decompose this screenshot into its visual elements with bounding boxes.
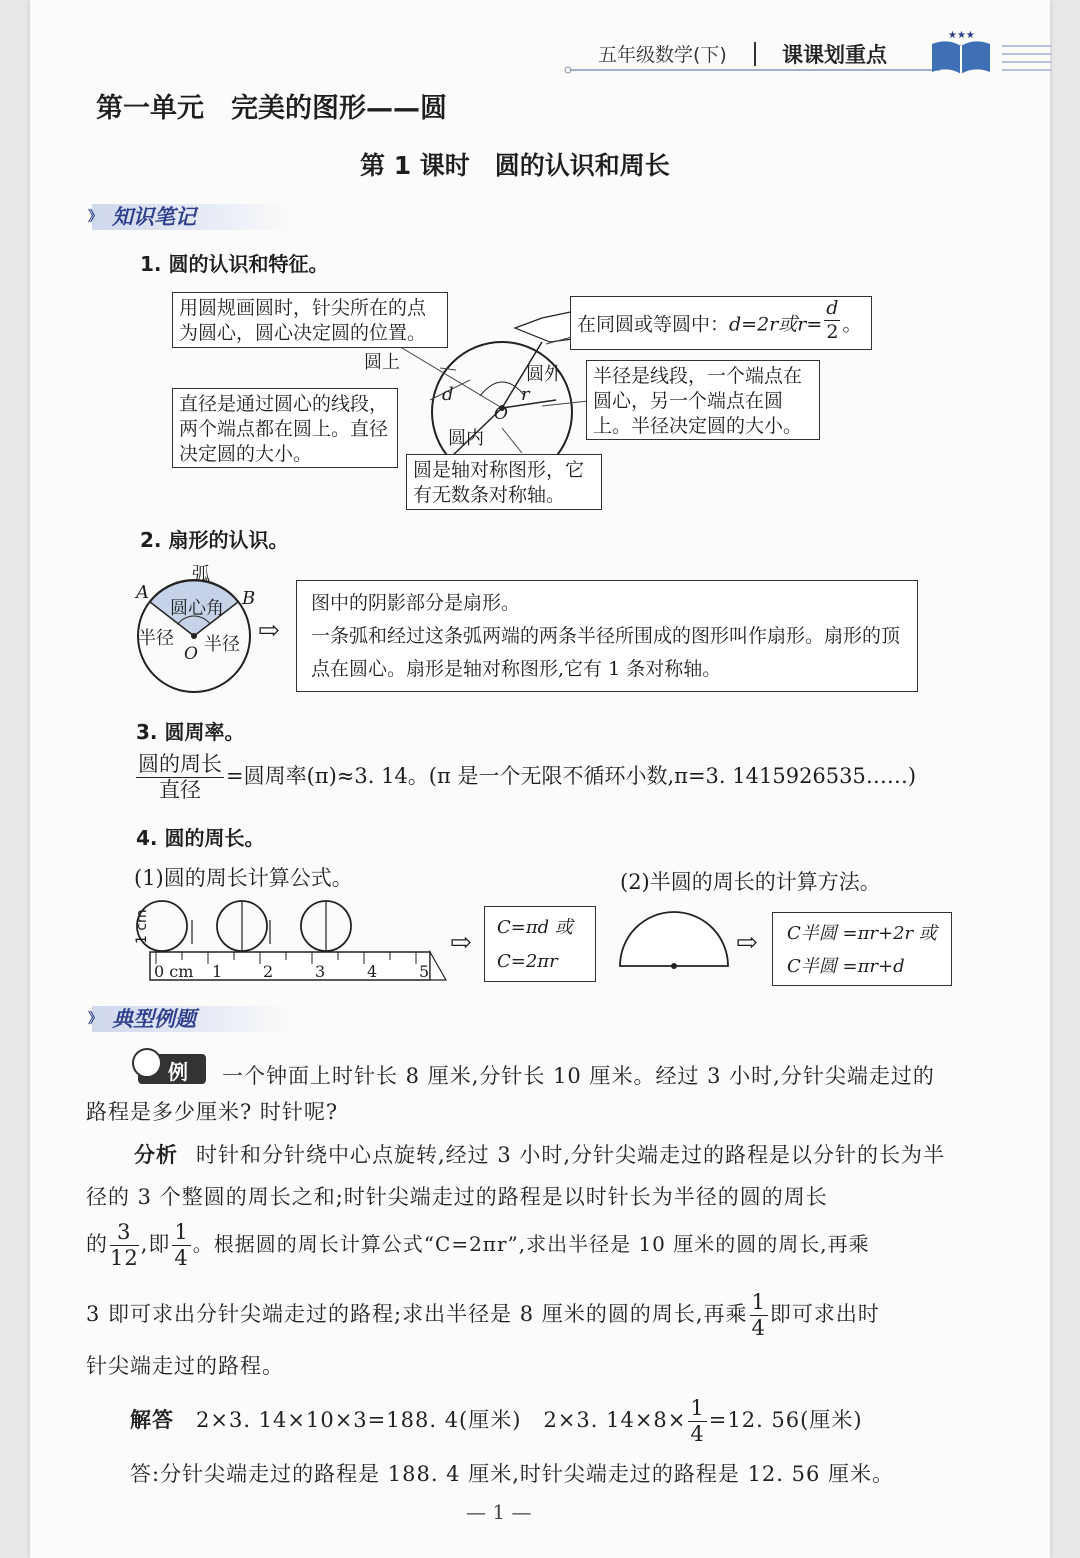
box-axis-symmetry: 圆是轴对称图形，它有无数条对称轴。 [406,454,602,510]
fraction-1-4 [172,1222,190,1269]
section-3-title: 3. 圆周率。 [136,720,245,744]
label-point-a: A [136,582,149,603]
typical-example-banner: 》 典型例题 [92,1006,292,1032]
arrow-icon: ⇨ [258,616,280,646]
sector-line-2: 一条弧和经过这条弧两端的两条半径所围成的图形叫作扇形。扇形的顶点在圆心。扇形是轴对称图形,它有 1 条对称轴。 [311,625,901,680]
label-inside: 圆内 [448,428,484,449]
example-tag-label: 例 [168,1060,188,1084]
label-radius-left: 半径 [138,628,174,649]
formula-main: d=2r或r= [729,313,823,336]
analysis-text-1: 时针和分针绕中心点旋转,经过 3 小时,分针尖端走过的路程是以分针的长为半径的 3 个整圆的周长之和;时针尖端走过的路程是以时针长为半径的圆的周长 [86,1143,946,1209]
label-center-o: O [494,404,508,424]
pi-formula [134,754,916,801]
formula-fraction-den: 2 [826,321,839,343]
analysis-text-3a: 3 即可求出分针尖端走过的路程;求出半径是 8 厘米的圆的周长,再乘 [86,1302,748,1326]
label-radius-right: 半径 [204,634,240,655]
section-1-title: 1. 圆的认识和特征。 [140,252,329,276]
perimeter-sub-1: (1)圆的周长计算公式。 [134,866,353,890]
ruler-cm-label: 1 cm [134,909,150,944]
answer-line: 答:分针尖端走过的路程是 188. 4 厘米,时针尖端走过的路程是 12. 56 厘米。 [130,1462,895,1486]
knowledge-notes-banner: 》 知识笔记 [92,204,292,230]
solution-label: 解答 [130,1408,174,1432]
formula-c-pi-d: C=πd 或 [497,917,573,938]
label-radius: r [521,384,530,405]
svg-text:★★★: ★★★ [948,30,975,41]
ruler-label-3: 3 [315,962,326,981]
section-4-title: 4. 圆的周长。 [136,826,265,850]
formula-fraction-num: d [826,297,839,319]
formula-prefix: 在同圆或等圆中： [577,313,730,336]
analysis-line-5: 针尖端走过的路程。 [86,1354,284,1378]
solution-text-b: =12. 56(厘米) [708,1408,863,1432]
analysis-text-2a: 的 [86,1232,108,1256]
fraction-1-4-b-num: 1 [751,1290,766,1314]
pi-fraction-num: 圆的周长 [138,752,222,776]
fraction-3-12-num: 3 [110,1222,139,1246]
pi-text: =圆周率(π)≈3. 14。(π 是一个无限不循环小数,π=3. 1415926535……) [226,764,917,788]
ruler-label-1: 1 [212,962,223,981]
sector-line-1: 图中的阴影部分是扇形。 [311,592,521,614]
ruler-label-0: 0 cm [154,962,194,981]
fraction-1-4-c [688,1398,706,1445]
pi-fraction-den: 直径 [159,778,201,802]
textbook-page [30,0,1050,1558]
analysis-paragraph [86,1134,952,1218]
pi-fraction [136,754,224,801]
box-semicircle-formula [772,912,952,986]
label-sector-center: O [184,644,198,664]
solution-text-a: 2×3. 14×10×3=188. 4(厘米) 2×3. 14×8× [196,1408,687,1432]
fraction-3-12-den: 12 [110,1246,139,1270]
formula-end: 。 [842,313,862,336]
arrow-icon: ⇨ [736,928,758,958]
lesson-title: 第 1 课时 圆的认识和周长 [360,151,670,180]
book-icon [926,28,996,78]
example-question: 一个钟面上时针长 8 厘米,分针长 10 厘米。经过 3 小时,分针尖端走过的路程是多少厘米? 时针呢? [86,1064,935,1124]
perimeter-sub-2: (2)半圆的周长的计算方法。 [620,870,881,894]
label-outside: 圆外 [526,364,562,385]
header-series: 课课划重点 [782,43,887,67]
label-diameter: d [442,384,454,405]
header-grade: 五年级数学(下) [598,44,727,66]
unit-title: 第一单元 完美的图形——圆 [96,93,447,124]
analysis-label: 分析 [134,1143,178,1167]
ruler-label-4: 4 [367,962,378,981]
fraction-1-4-c-num: 1 [690,1396,705,1420]
box-radius-definition: 半径是线段，一个端点在圆心，另一个端点在圆上。半径决定圆的大小。 [586,360,820,440]
label-point-b: B [242,588,256,609]
fraction-3-12 [110,1222,139,1269]
solution-line [130,1398,863,1445]
formula-fraction [824,299,840,342]
fraction-1-4-den: 4 [174,1246,189,1270]
box-formula [570,296,872,350]
fraction-1-4-b-den: 4 [751,1316,766,1340]
arrow-icon: ⇨ [450,928,472,958]
box-sector-definition [296,580,918,692]
formula-half-2: C半圆 =πr+d [787,956,905,977]
formula-half-1: C半圆 =πr+2r 或 [787,923,937,944]
label-arc: 弧 [192,564,210,585]
header-stripes [1002,40,1052,80]
label-on-circle: 圆上 [364,352,400,373]
label-central-angle: 圆心角 [170,598,224,619]
section-2-title: 2. 扇形的认识。 [140,528,289,552]
analysis-text-2b: ,即 [140,1232,171,1256]
header-bar [560,34,920,74]
fraction-1-4-c-den: 4 [690,1422,705,1446]
box-diameter-definition: 直径是通过圆心的线段，两个端点都在圆上。直径决定圆的大小。 [172,388,398,468]
fraction-1-4-b [750,1292,768,1339]
analysis-line-3 [86,1222,952,1269]
ruler-label-5: 5 [419,962,430,981]
analysis-text-2c: 。根据圆的周长计算公式“C=2πr”,求出半径是 10 厘米的圆的周长,再乘 [192,1232,870,1256]
analysis-line-4 [86,1292,952,1339]
ruler-label-2: 2 [263,962,274,981]
box-center-definition: 用圆规画圆时，针尖所在的点为圆心，圆心决定圆的位置。 [172,292,448,348]
analysis-text-3b: 即可求出时 [769,1302,880,1326]
semicircle-diagram [616,904,736,974]
fraction-1-4-num: 1 [174,1220,189,1244]
page-number: — 1 — [466,1500,532,1524]
formula-c-2pi-r: C=2πr [497,951,558,972]
box-circle-formula [484,906,596,982]
